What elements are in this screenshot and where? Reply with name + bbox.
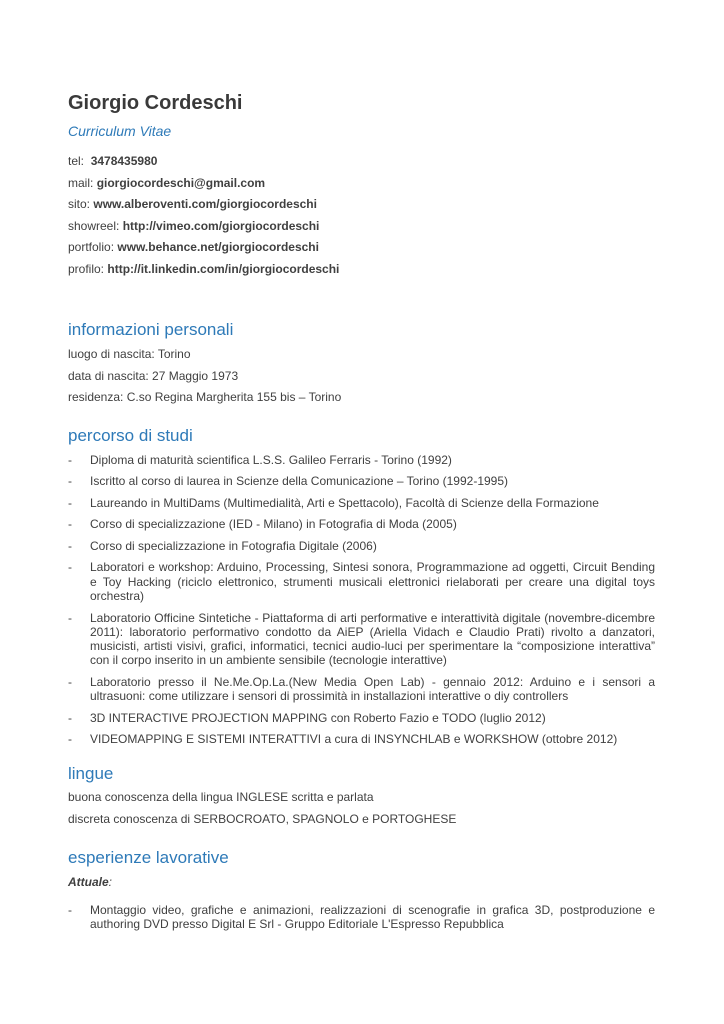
contact-tel: [68, 151, 339, 173]
contact-label: portfolio:: [68, 240, 115, 254]
bullet: -: [68, 560, 72, 575]
section-title-work: esperienze lavorative: [68, 848, 229, 867]
bullet: -: [68, 453, 72, 467]
bullet: -: [68, 674, 72, 689]
section-title-studies: percorso di studi: [68, 426, 193, 445]
contact-value[interactable]: http://it.linkedin.com/in/giorgiocordeschi: [107, 261, 340, 276]
contact-value[interactable]: www.behance.net/giorgiocordeschi: [117, 240, 319, 254]
list-item-text: Laboratorio Officine Sintetiche - Piattaforma di arti performative e interattività digitale (novembre-dicembre 2011): laboratorio performativo condotto da AiEP (Ariella Vidach e Claudio Prati) rivolto a danzatori, musicisti, artisti visivi, grafici, informatici, tecnici audio-luci per sperimentare la “composizione interattiva” con il corpo inserito in un ambiente sensibile (tecnologie interattive): [90, 610, 655, 668]
list-item: [68, 453, 655, 467]
list-item-text: Montaggio video, grafiche e animazioni, realizzazioni di scenografie in grafica 3D, postproduzione e authoring DVD presso Digital E Srl - Gruppo Editoriale L'Espresso Repubblica: [90, 903, 655, 932]
work-list: [68, 903, 655, 939]
contact-value[interactable]: giorgiocordeschi@gmail.com: [96, 175, 266, 190]
list-item-text: Laboratorio presso il Ne.Me.Op.La.(New Media Open Lab) - gennaio 2012: Arduino e i sensori a ultrasuoni: come utilizzare i sensori di prossimità in installazioni interattive o diy controllers: [90, 674, 655, 704]
list-item-text: Laboratori e workshop: Arduino, Processing, Sintesi sonora, Programmazione ad oggetti, Circuit Bending e Toy Hacking (riciclo elettronico, strumenti musicali elettronici rielaborati per creare una digital toys orchestra): [90, 560, 655, 604]
list-item: [68, 732, 655, 746]
bullet: -: [68, 610, 72, 625]
list-item-text: 3D INTERACTIVE PROJECTION MAPPING con Roberto Fazio e TODO (luglio 2012): [90, 710, 546, 725]
bullet: -: [68, 474, 72, 489]
language-line: discreta conoscenza di SERBOCROATO, SPAGNOLO e PORTOGHESE: [68, 811, 457, 826]
list-item-text: Laureando in MultiDams (Multimedialità, Arti e Spettacolo), Facoltà di Scienze della Formazione: [90, 495, 599, 510]
section-title-languages: lingue: [68, 764, 114, 783]
studies-list: [68, 453, 655, 754]
section-title-personal: informazioni personali: [68, 320, 234, 339]
language-line: buona conoscenza della lingua INGLESE scritta e parlata: [68, 790, 374, 804]
contact-label: mail:: [68, 175, 94, 190]
list-item-text: Diploma di maturità scientifica L.S.S. Galileo Ferraris - Torino (1992): [90, 453, 452, 467]
contact-portfolio: [68, 237, 339, 259]
list-item: [68, 539, 655, 553]
list-item-text: Iscritto al corso di laurea in Scienze della Comunicazione – Torino (1992-1995): [90, 474, 509, 489]
contact-block: [68, 151, 339, 280]
personal-line: luogo di nascita: Torino: [68, 347, 191, 361]
cv-subtitle: Curriculum Vitae: [68, 123, 172, 139]
personal-line: residenza: C.so Regina Margherita 155 bis – Torino: [68, 390, 342, 404]
list-item: [68, 611, 655, 668]
page-title: Giorgio Cordeschi: [68, 92, 243, 114]
list-item-text: VIDEOMAPPING E SISTEMI INTERATTIVI a cura di INSYNCHLAB e WORKSHOW (ottobre 2012): [90, 732, 618, 747]
personal-info: [68, 344, 341, 409]
list-item: [68, 675, 655, 704]
contact-value[interactable]: 3478435980: [90, 154, 158, 168]
list-item: [68, 711, 655, 725]
bullet: -: [68, 710, 72, 725]
bullet: -: [68, 495, 72, 510]
contact-value[interactable]: www.alberoventi.com/giorgiocordeschi: [93, 197, 317, 211]
contact-showreel: [68, 216, 339, 238]
contact-mail: [68, 173, 339, 195]
contact-label: tel:: [68, 154, 85, 168]
work-current-label: [68, 875, 112, 889]
list-item-text: Corso di specializzazione (IED - Milano) in Fotografia di Moda (2005): [90, 517, 457, 532]
bullet: -: [68, 538, 72, 553]
contact-site: [68, 194, 339, 216]
current-label: Attuale: [68, 875, 109, 889]
contact-profile: [68, 259, 339, 281]
contact-label: sito:: [68, 197, 91, 211]
list-item: [68, 517, 655, 531]
bullet: -: [68, 517, 72, 532]
current-colon: :: [108, 875, 113, 889]
list-item-text: Corso di specializzazione in Fotografia Digitale (2006): [90, 538, 377, 553]
list-item: [68, 474, 655, 488]
list-item: [68, 903, 655, 932]
bullet: -: [68, 732, 72, 747]
bullet: -: [68, 903, 72, 917]
contact-value[interactable]: http://vimeo.com/giorgiocordeschi: [122, 218, 320, 233]
list-item: [68, 560, 655, 603]
list-item: [68, 496, 655, 510]
personal-line: data di nascita: 27 Maggio 1973: [68, 368, 239, 383]
contact-label: profilo:: [68, 261, 105, 276]
languages-info: [68, 787, 456, 830]
contact-label: showreel:: [68, 218, 120, 233]
